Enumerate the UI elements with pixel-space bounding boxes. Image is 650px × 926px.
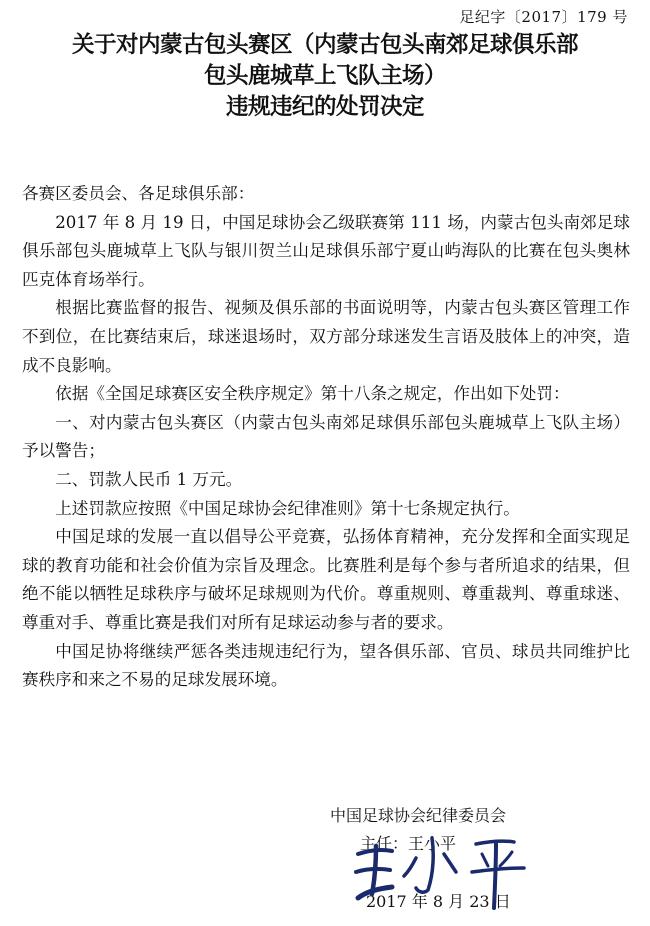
handwritten-signature (352, 832, 532, 912)
salutation: 各赛区委员会、各足球俱乐部： (22, 184, 255, 203)
issue-date: 2017 年 8 月 23 日 (366, 892, 511, 911)
document-body (22, 180, 630, 695)
title-line-1: 关于对内蒙古包头赛区（内蒙古包头南郊足球俱乐部 (71, 32, 578, 58)
paragraph-incident: 2017 年 8 月 19 日，中国足球协会乙级联赛第 111 场，内蒙古包头南郊足球俱乐部包头鹿城草上飞队与银川贺兰山足球俱乐部宁夏山屿海队的比赛在包头奥林匹克体育场举行。 (22, 212, 630, 289)
paragraph-fine-rule: 上述罚款应按照《中国足球协会纪律准则》第十七条规定执行。 (55, 498, 520, 518)
title-line-3: 违规违纪的处罚决定 (225, 94, 424, 120)
paragraph-findings: 根据比赛监督的报告、视频及俱乐部的书面说明等，内蒙古包头赛区管理工作不到位，在比赛结束后，球迷退场时，双方部分球迷发生言语及肢体上的冲突，造成不良影响。 (22, 298, 630, 375)
paragraph-principles: 中国足球的发展一直以倡导公平竞赛，弘扬体育精神，充分发挥和全面实现足球的教育功能和社会价值为宗旨及理念。比赛胜利是每个参与者所追求的结果，但绝不能以牺牲足球秩序与破坏足球规则为代价。尊重规则、尊重裁判、尊重球迷、尊重对手、尊重比赛是我们对所有足球运动参与者的要求。 (22, 527, 630, 632)
penalty-item-2: 二、罚款人民币 1 万元。 (55, 469, 243, 489)
title-line-2: 包头鹿城草上飞队主场） (203, 63, 446, 89)
chair-name: 主任：王小平 (360, 834, 457, 853)
document-number: 足纪字〔2017〕179 号 (459, 8, 628, 26)
penalty-item-1: 一、对内蒙古包头赛区（内蒙古包头南郊足球俱乐部包头鹿城草上飞队主场）予以警告； (22, 412, 630, 461)
issuing-organization: 中国足球协会纪律委员会 (330, 806, 507, 825)
paragraph-basis: 依据《全国足球赛区安全秩序规定》第十八条之规定，作出如下处罚： (55, 384, 570, 404)
paragraph-closing: 中国足协将继续严惩各类违规违纪行为，望各俱乐部、官员、球员共同维护比赛秩序和来之不易的足球发展环境。 (22, 641, 630, 690)
